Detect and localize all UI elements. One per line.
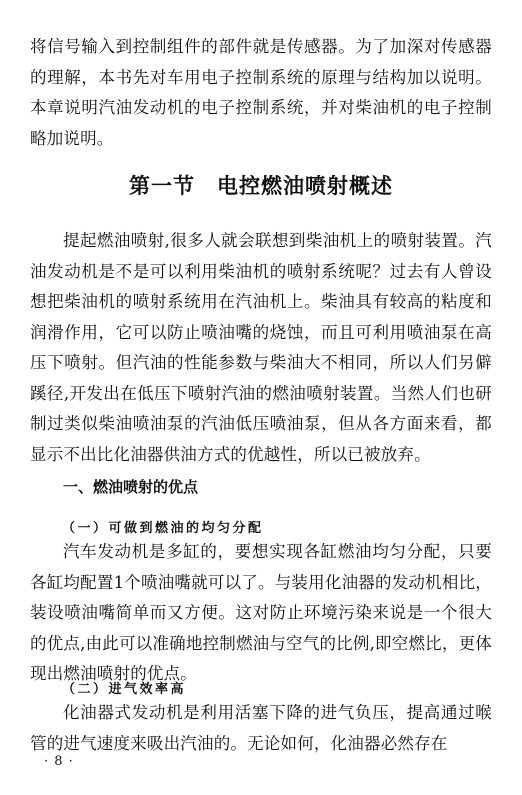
distribution-paragraph: 汽车发动机是多缸的，要想实现各缸燃油均匀分配，只要各缸均配置1个喷油嘴就可以了。与装用化油器的发动机相比，装设喷油嘴简单而又方便。这对防止环境污染来说是一个很大的优点,由此可以准确地控制燃油与空气的比例,即空燃比，更体现出燃油喷射的优点。 [30,542,492,683]
intake-efficiency-heading: （二）进气效率高 [62,682,187,697]
section-title: 第一节 电控燃油喷射概述 [129,173,393,198]
advantages-heading: 一、燃油喷射的优点 [63,478,199,496]
intro-paragraph: 将信号输入到控制组件的部件就是传感器。为了加深对传感器的理解，本书先对车用电子控制系统的原理与结构加以说明。本章说明汽油发动机的电子控制系统，并对柴油机的电子控制略加说明。 [30,37,492,148]
even-distribution-heading: （一）可做到燃油的均匀分配 [62,521,264,536]
intake-paragraph: 化油器式发动机是利用活塞下降的进气负压，提高通过喉管的进气速度来吸出汽油的。无论如何，化油器必然存在 [30,703,492,753]
page-number: · 8 · [44,754,74,769]
overview-paragraph: 提起燃油喷射,很多人就会联想到柴油机上的喷射装置。汽油发动机是不是可以利用柴油机的喷射系统呢？过去有人曾设想把柴油机的喷射系统用在汽油机上。柴油具有较高的粘度和润滑作用，它可以防止喷油嘴的烧蚀，而且可利用喷油泵在高压下喷射。但汽油的性能参数与柴油大不相同，所以人们另僻蹊径,开发出在低压下喷射汽油的燃油喷射装置。当然人们也研制过类似柴油喷油泵的汽油低压喷油泵，但从各方面来看，都显示不出比化油器供油方式的优越性，所以已被放弃。 [30,231,492,464]
